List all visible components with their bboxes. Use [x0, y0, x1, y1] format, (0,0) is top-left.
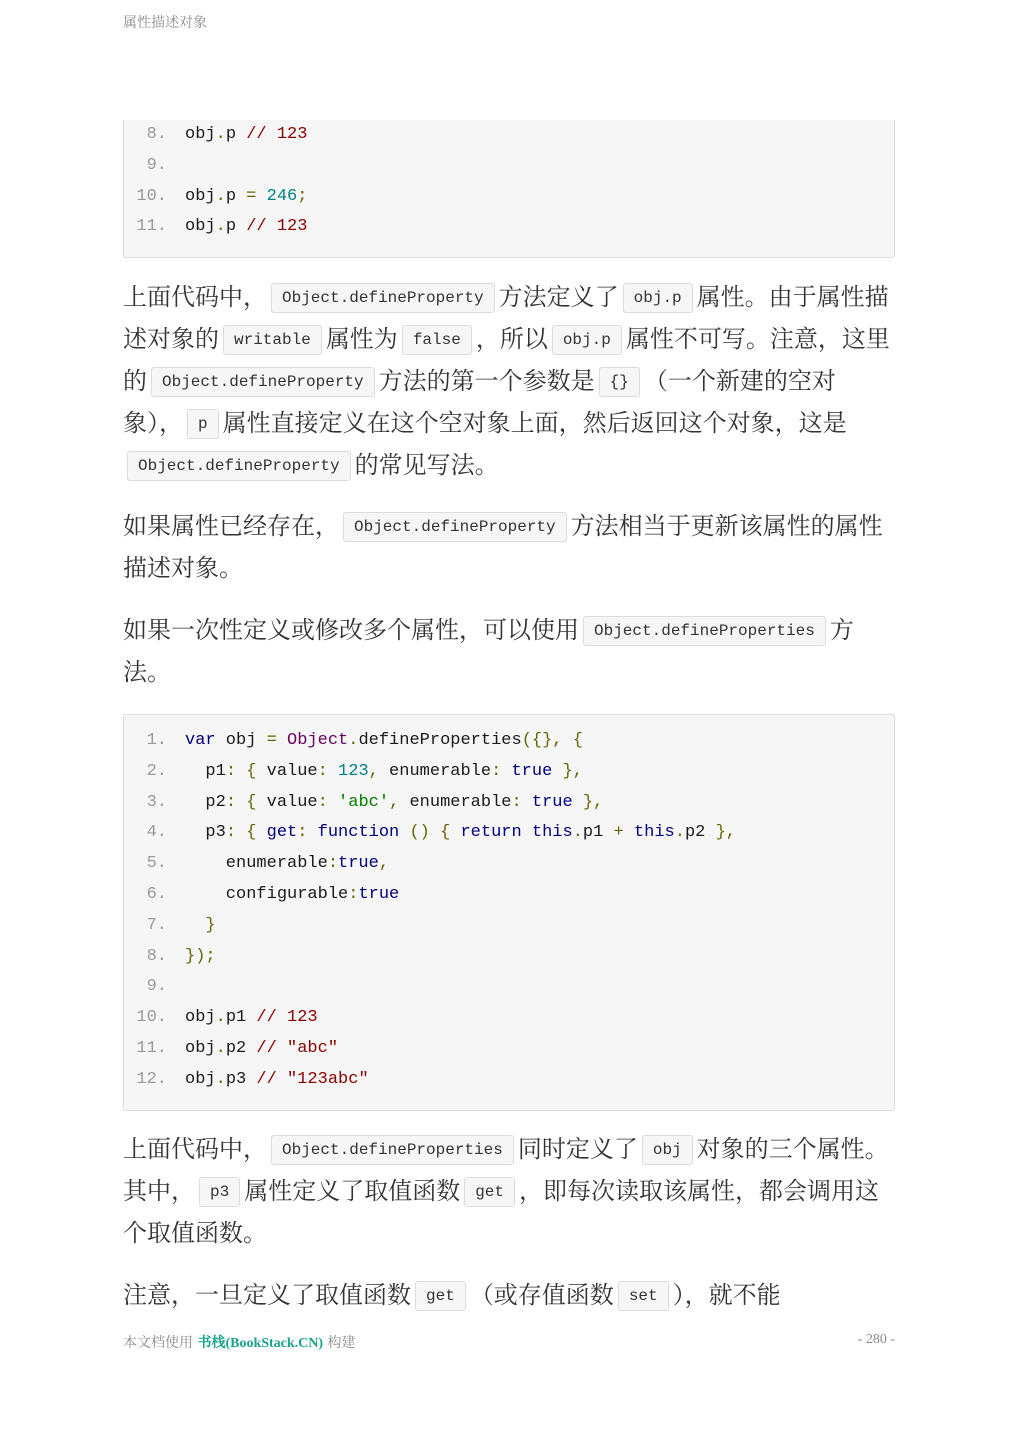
code-token: {	[246, 792, 257, 812]
code-token	[430, 823, 440, 842]
code-token	[624, 823, 634, 842]
code-line	[124, 911, 894, 942]
paragraph-text: 方法的第一个参数是	[378, 367, 595, 395]
paragraph-text: 属性直接定义在这个空对象上面，然后返回这个对象，这是	[222, 409, 847, 437]
code-token	[573, 793, 583, 812]
paragraph-text: （一个新建的空对象），	[123, 367, 836, 437]
inline-code: Object.defineProperty	[127, 451, 351, 481]
paragraph-getter-note	[123, 1274, 895, 1316]
inline-code: get	[464, 1177, 515, 1207]
paragraph-text: 方法相当于更新该属性的属性描述对象。	[123, 512, 883, 582]
line-number: 12.	[136, 1069, 167, 1089]
code-token	[256, 823, 266, 842]
code-token: ()	[409, 823, 430, 843]
code-token: .	[215, 1008, 226, 1028]
code-token: p1	[225, 1008, 257, 1028]
code-token: ,	[368, 761, 379, 781]
paragraph-explanation	[123, 1128, 895, 1254]
code-token	[185, 916, 205, 935]
code-token: :	[225, 823, 237, 843]
code-line	[124, 942, 894, 973]
line-number: 9.	[146, 977, 167, 997]
code-token: // "123abc"	[256, 1069, 369, 1089]
code-token: .	[215, 1038, 226, 1058]
code-token	[277, 731, 287, 750]
code-token	[522, 823, 532, 842]
line-number: 8.	[146, 946, 167, 966]
code-token: value	[256, 792, 318, 812]
code-token: p2	[185, 792, 226, 812]
code-token: },	[582, 792, 604, 812]
code-token: :	[225, 761, 237, 781]
code-source	[185, 818, 736, 849]
paragraph-text: 上面代码中，	[123, 283, 267, 311]
code-token: .	[348, 731, 359, 750]
code-token: this	[531, 823, 573, 843]
code-token: .	[572, 823, 583, 843]
code-token	[552, 762, 562, 781]
code-token: Object	[287, 731, 349, 750]
paragraph-text: 方法。	[123, 616, 854, 686]
code-source	[185, 1034, 338, 1065]
paragraph-text: 如果一次性定义或修改多个属性，可以使用	[123, 616, 579, 644]
code-token: get	[266, 823, 298, 843]
code-line	[124, 1034, 894, 1065]
code-token: {	[572, 731, 583, 750]
code-lines	[124, 120, 894, 243]
code-line	[124, 212, 894, 243]
code-line	[124, 788, 894, 819]
code-token: {	[440, 823, 451, 843]
code-token	[307, 823, 317, 842]
paragraph-text: 注意，一旦定义了取值函数	[123, 1281, 411, 1309]
code-token: .	[674, 823, 685, 843]
paragraph-define-properties	[123, 609, 895, 693]
code-token: .	[215, 217, 226, 237]
code-token: 123	[338, 761, 369, 781]
code-token: {	[246, 823, 257, 843]
code-token: p1	[185, 761, 226, 781]
code-token: p	[225, 125, 237, 144]
line-number: 11.	[136, 1038, 167, 1058]
inline-code: p3	[199, 1177, 240, 1207]
code-source	[185, 726, 583, 757]
code-token: p	[225, 217, 237, 237]
paragraph-text: ），就不能	[672, 1281, 781, 1309]
code-source	[185, 911, 216, 942]
code-line	[124, 726, 894, 757]
code-source	[185, 1003, 318, 1034]
code-token: 'abc'	[338, 792, 390, 812]
code-token: :	[348, 884, 359, 904]
code-source	[185, 182, 307, 213]
code-token: function	[317, 823, 400, 843]
code-token	[450, 823, 460, 842]
code-token: p3	[185, 823, 226, 843]
code-token: }	[205, 915, 216, 935]
code-token: },	[715, 823, 736, 843]
code-token: true	[358, 884, 400, 904]
code-token: =	[266, 731, 277, 750]
footer-credit	[123, 1332, 356, 1352]
code-token: p3	[225, 1069, 257, 1089]
inline-code: Object.defineProperty	[271, 283, 495, 313]
code-token	[236, 217, 246, 236]
code-line	[124, 1065, 894, 1096]
inline-code: obj.p	[623, 283, 693, 313]
code-line	[124, 1003, 894, 1034]
code-line	[124, 849, 894, 880]
line-number: 11.	[136, 217, 167, 237]
inline-code: false	[402, 325, 472, 355]
code-token: // 123	[246, 217, 308, 237]
code-token: obj	[215, 731, 267, 750]
code-line	[124, 182, 894, 213]
line-number: 7.	[146, 915, 167, 935]
code-line	[124, 151, 894, 182]
code-line	[124, 120, 894, 151]
code-token: });	[185, 946, 216, 966]
code-token: defineProperties	[358, 731, 522, 750]
code-token: // 123	[246, 125, 308, 144]
code-token	[328, 793, 338, 812]
code-token: this	[633, 823, 675, 843]
paragraph-text: 上面代码中，	[123, 1135, 267, 1163]
code-line	[124, 818, 894, 849]
code-source	[185, 120, 307, 151]
code-token: enumerable	[399, 792, 512, 812]
line-number: 5.	[146, 854, 167, 874]
code-token: ({},	[521, 731, 563, 750]
line-number: 10.	[136, 186, 167, 206]
code-token: :	[317, 761, 328, 781]
code-token: +	[613, 823, 624, 843]
code-token	[501, 762, 511, 781]
line-number: 8.	[146, 125, 167, 144]
code-token: .	[215, 186, 226, 206]
code-token: obj	[185, 186, 216, 206]
code-token	[236, 187, 246, 206]
paragraph-text: 属性。由于属性描述对象的	[123, 283, 889, 353]
code-token: obj	[185, 1038, 216, 1058]
code-token: true	[338, 854, 379, 874]
inline-code: Object.defineProperties	[583, 616, 826, 646]
paragraph-text: （或存值函数	[469, 1281, 614, 1309]
inline-code: p	[187, 409, 219, 439]
code-token: .	[215, 125, 226, 144]
code-token: :	[491, 761, 502, 781]
inline-code: set	[618, 1281, 669, 1311]
code-token: :	[297, 823, 308, 843]
line-number: 2.	[146, 761, 167, 781]
inline-code: obj	[642, 1135, 693, 1165]
code-token	[236, 762, 246, 781]
code-token	[236, 125, 246, 144]
inline-code: {}	[599, 367, 640, 397]
code-token: :	[225, 792, 237, 812]
code-token	[522, 793, 532, 812]
line-number: 3.	[146, 792, 167, 812]
code-token: var	[185, 731, 216, 750]
code-source	[185, 942, 216, 973]
code-token: p1	[582, 823, 614, 843]
code-token: return	[460, 823, 522, 843]
code-token: .	[215, 1069, 226, 1089]
paragraph-existing-property	[123, 505, 895, 589]
code-token: // 123	[256, 1008, 318, 1028]
code-token: p	[225, 186, 237, 206]
code-token: 246	[266, 186, 298, 206]
inline-code: obj.p	[552, 325, 622, 355]
paragraph-text: 属性为	[325, 325, 398, 353]
paragraph-text: ，即每次读取该属性，都会调用这个取值函数。	[123, 1177, 880, 1247]
code-token: configurable	[185, 884, 349, 904]
paragraph-text: 属性定义了取值函数	[244, 1177, 461, 1205]
code-source	[185, 849, 389, 880]
code-token: ,	[378, 854, 390, 874]
code-token: ;	[297, 186, 308, 206]
code-block-main	[123, 714, 895, 1111]
paragraph-text: 属性不可写。注意，这里的	[123, 325, 890, 395]
inline-code: get	[415, 1281, 466, 1311]
code-lines	[124, 715, 894, 1096]
code-token: obj	[185, 1069, 216, 1089]
code-token: {	[246, 761, 257, 781]
code-token: value	[256, 761, 318, 781]
code-token	[328, 762, 338, 781]
code-token: true	[531, 792, 573, 812]
code-source	[185, 757, 583, 788]
code-source	[185, 788, 603, 819]
code-token: :	[511, 792, 522, 812]
code-source	[185, 880, 399, 911]
line-number: 10.	[136, 1008, 167, 1028]
code-token	[563, 731, 573, 750]
code-source	[185, 1065, 369, 1096]
code-token: =	[246, 186, 257, 206]
paragraph-text: 如果属性已经存在，	[123, 512, 339, 540]
paragraph-text: ，所以	[475, 325, 548, 353]
paragraph-text: 方法定义了	[498, 283, 619, 311]
footer-suffix: 构建	[323, 1335, 356, 1351]
code-token	[256, 187, 266, 206]
inline-code: writable	[223, 325, 322, 355]
paragraph-text: 的常见写法。	[354, 451, 499, 479]
line-number: 9.	[146, 155, 167, 175]
code-source	[185, 212, 307, 243]
code-token: obj	[185, 125, 216, 144]
running-header: 属性描述对象	[123, 15, 207, 31]
page-number: - 280 -	[857, 1332, 895, 1347]
footer-prefix: 本文档使用	[123, 1335, 198, 1351]
code-line	[124, 880, 894, 911]
code-token: },	[562, 761, 583, 781]
code-line	[124, 757, 894, 788]
inline-code: Object.defineProperties	[271, 1135, 514, 1165]
paragraph-text: 同时定义了	[517, 1135, 638, 1163]
line-number: 4.	[146, 823, 167, 843]
paragraph-define-property	[123, 276, 895, 486]
code-token: obj	[185, 217, 216, 237]
inline-code: Object.defineProperty	[343, 512, 567, 542]
line-number: 1.	[146, 731, 167, 750]
code-token	[236, 823, 246, 842]
code-token: p2	[225, 1038, 257, 1058]
inline-code: Object.defineProperty	[151, 367, 375, 397]
code-block-top	[123, 120, 895, 258]
code-token: p2	[684, 823, 716, 843]
line-number: 6.	[146, 884, 167, 904]
code-token: enumerable	[185, 854, 328, 874]
code-token: true	[511, 761, 553, 781]
code-token	[399, 823, 409, 842]
footer-brand-link[interactable]: 书栈(BookStack.CN)	[197, 1336, 324, 1351]
paragraph-text: 对象的三个属性。其中，	[123, 1135, 889, 1205]
code-token	[236, 793, 246, 812]
code-token: :	[317, 792, 328, 812]
code-token: enumerable	[378, 761, 492, 781]
code-token: // "abc"	[256, 1038, 339, 1058]
code-line	[124, 972, 894, 1003]
code-token: obj	[185, 1008, 216, 1028]
code-token: ,	[389, 792, 400, 812]
code-token: :	[327, 854, 339, 874]
